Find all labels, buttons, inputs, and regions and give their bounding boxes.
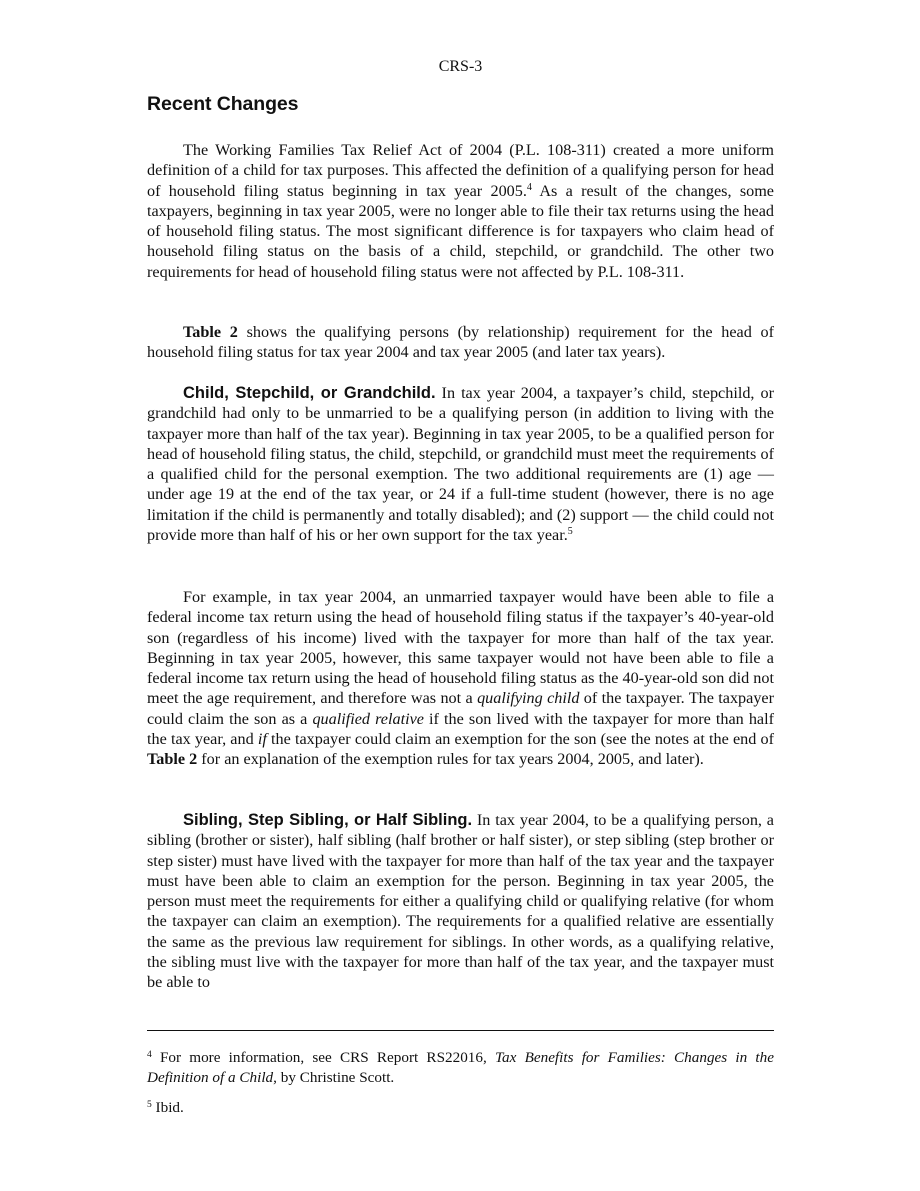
footnote-text: For more information, see CRS Report RS22016, bbox=[151, 1049, 495, 1066]
section-heading: Recent Changes bbox=[147, 93, 299, 115]
paragraph-sibling bbox=[147, 810, 774, 993]
paragraph-text: for an explanation of the exemption rules for tax years 2004, 2005, and later). bbox=[197, 750, 704, 769]
footnote-4 bbox=[147, 1048, 774, 1087]
paragraph-text: In tax year 2004, a taxpayer’s child, stepchild, or grandchild had only to be unmarried to be a qualifying person (in addition to living with the taxpayer more than half of the tax year). Beginning in tax year 2005, to be a qualified person for head of household filing status, the child, stepchild, or grandchild must meet the requirements of a qualified child for the personal exemption. The two additional requirements are (1) age — under age 19 at the end of the tax year, or 24 if a full-time student (however, there is no age limitation if the child is permanently and totally disabled); and (2) support — the child could not provide more than half of his or her own support for the tax year. bbox=[147, 384, 774, 545]
paragraph-text: The Working Families Tax Relief Act of 2004 (P.L. 108-311) created a more uniform definition of a child for tax purposes. This affected the definition of a qualifying person for head of household filing status beginning in tax year 2005. bbox=[147, 141, 774, 200]
table-reference: Table 2 bbox=[183, 323, 238, 341]
paragraph-text: As a result of the changes, some taxpayers, beginning in tax year 2005, were no longer able to file their tax returns using the head of household filing status. The most significant difference is for taxpayers who claim head of household filing status on the basis of a child, stepchild, or grandchild. The other two requirements for head of household filing status were not affected by P.L. 108-311. bbox=[147, 181, 774, 281]
paragraph-child-stepchild bbox=[147, 383, 774, 545]
runin-heading-sibling: Sibling, Step Sibling, or Half Sibling. bbox=[183, 811, 473, 829]
paragraph-text: the taxpayer could claim an exemption for the son (see the notes at the end of bbox=[266, 730, 774, 749]
paragraph-text: of the taxpayer. The taxpayer could claim the son as a bbox=[147, 689, 774, 728]
footnote-title: Tax Benefits for Families: Changes in the Definition of a Child bbox=[147, 1049, 774, 1086]
paragraph-text: In tax year 2004, to be a qualifying person, a sibling (brother or sister), half sibling (half brother or half sister), or step sibling (step brother or step sister) must have lived with the taxpayer for more than half of the tax year and the taxpayer must have been able to claim an exemption for the person. Beginning in tax year 2005, the person must meet the requirements for either a qualifying child or qualifying relative (for whom the taxpayer can claim an exemption). The requirements for a qualified relative are essentially the same as the previous law requirement for siblings. In other words, as a qualifying relative, the sibling must live with the taxpayer for more than half of the tax year, and the taxpayer must be able to bbox=[147, 811, 774, 992]
footnote-number: 4 bbox=[147, 1050, 152, 1060]
italic-term: qualifying child bbox=[477, 689, 580, 708]
footnote-ref-5[interactable]: 5 bbox=[567, 526, 573, 538]
paragraph-text: if the son lived with the taxpayer for more than half the tax year, and bbox=[147, 709, 775, 749]
italic-term: if bbox=[257, 730, 267, 749]
footnote-text: Ibid. bbox=[151, 1099, 184, 1116]
page-number: CRS-3 bbox=[438, 58, 483, 75]
footnote-divider bbox=[147, 1030, 774, 1031]
table-reference: Table 2 bbox=[147, 750, 198, 769]
paragraph-table-2-intro bbox=[147, 322, 774, 363]
footnote-text: , by Christine Scott. bbox=[273, 1068, 395, 1086]
paragraph-example bbox=[147, 587, 774, 770]
paragraph-text: shows the qualifying persons (by relationship) requirement for the head of household filing status for tax year 2004 and tax year 2005 (and later tax years). bbox=[147, 323, 774, 362]
footnote-number: 5 bbox=[147, 1100, 152, 1110]
paragraph-recent-changes bbox=[147, 140, 774, 282]
footnote-5 bbox=[147, 1098, 774, 1118]
paragraph-text: For example, in tax year 2004, an unmarried taxpayer would have been able to file a federal income tax return using the head of household filing status if the taxpayer’s 40-year-old son (regardless of his income) lived with the taxpayer for more than half of the tax year. Beginning in tax year 2005, however, this same taxpayer would not have been able to file a federal income tax return using the head of household filing status as the 40-year-old son did not meet the age requirement, and therefore was not a bbox=[147, 588, 774, 708]
runin-heading-child: Child, Stepchild, or Grandchild. bbox=[183, 384, 436, 402]
footnote-ref-4[interactable]: 4 bbox=[526, 181, 532, 193]
italic-term: qualified relative bbox=[312, 709, 424, 728]
